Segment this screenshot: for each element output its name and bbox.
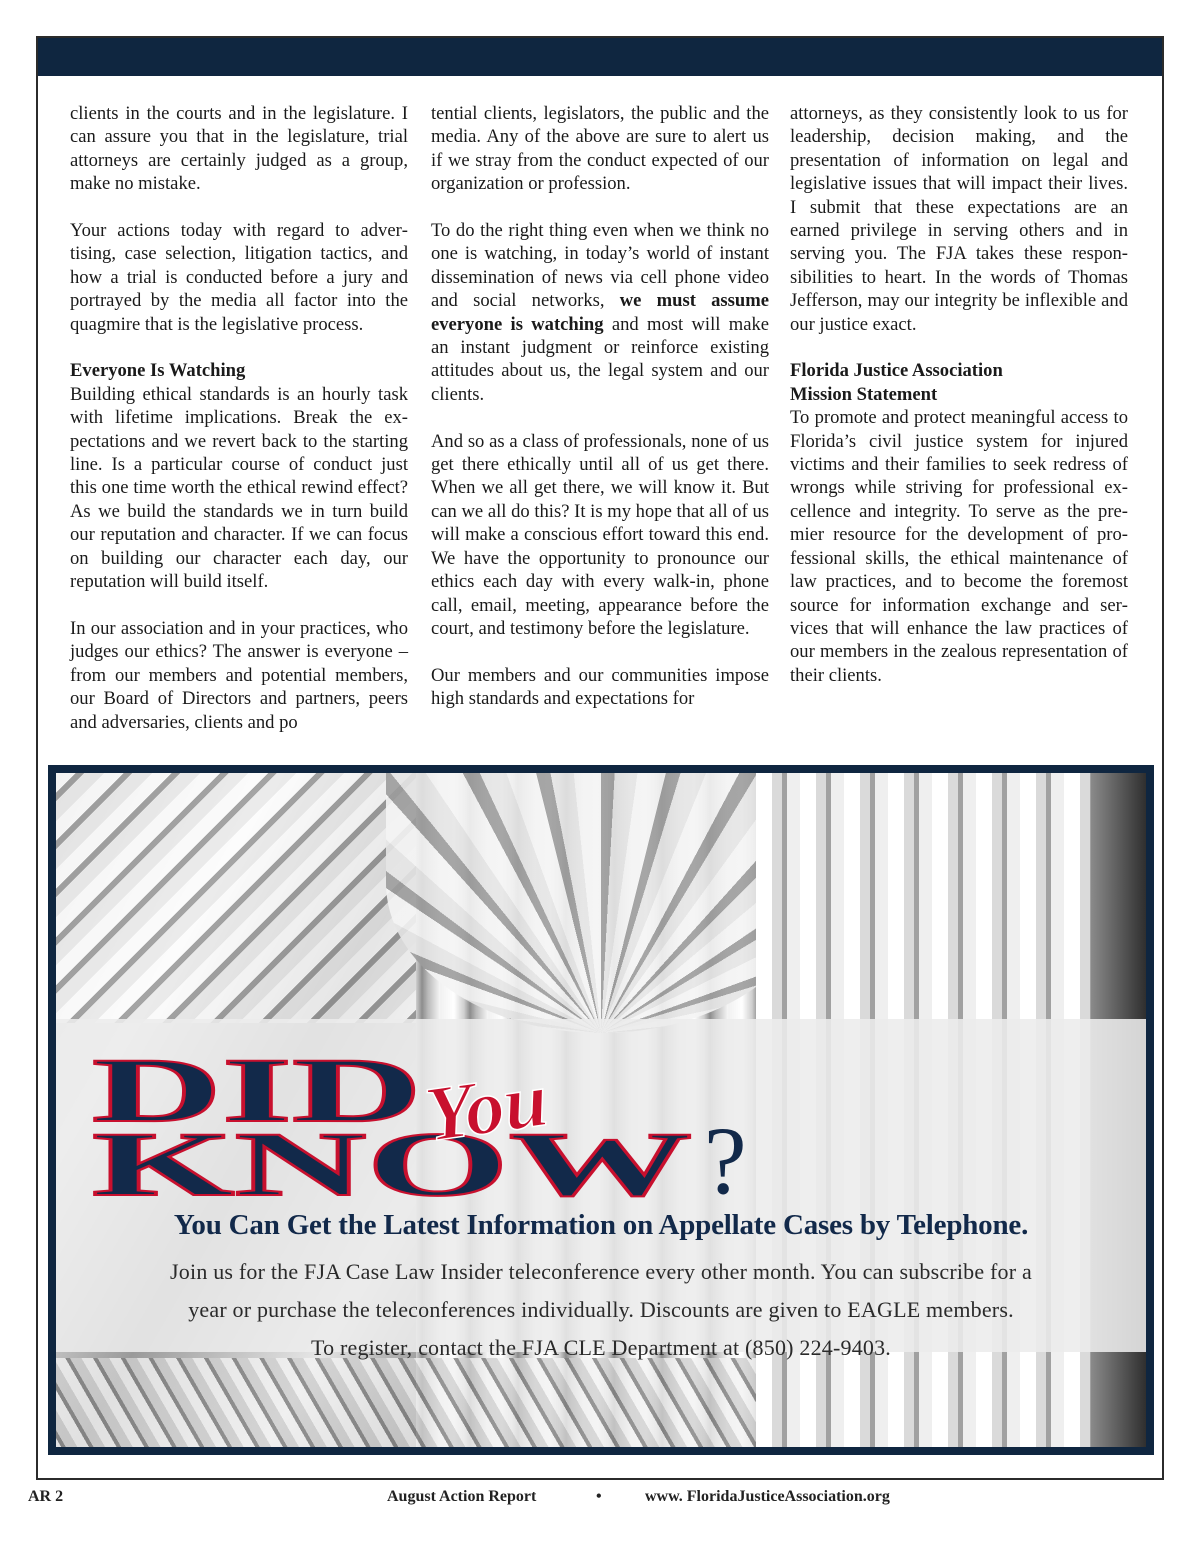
paragraph-text: Building ethical standards is an hourly task with lifetime implications. Break the expectations and we revert back to the starting line. Is a particular course of conduct just this one time worth the ethical rewind effect? As we build the standards we in turn build our reputation and character. If we can focus on building our character each day, our reputation will build itself. (70, 383, 408, 593)
photo-column-capital (386, 773, 816, 1033)
did-you-know-ad (48, 765, 1154, 1455)
mission-statement (790, 359, 1128, 687)
page-frame (36, 36, 1164, 1480)
footer-separator: • (596, 1488, 602, 1505)
photo-lower-ornament (56, 1358, 756, 1447)
did-you-know-logo (92, 1045, 792, 1205)
paragraph: In our association and in your practices, who judges our ethics? The answer is everyone – from our members and potential members, our Board of Directors and partners, peers and adversaries, clients and po (70, 617, 408, 733)
article-column-3 (790, 102, 1128, 687)
section-heading: Everyone Is Watching (70, 360, 246, 382)
section-heading: Florida Justice Association (790, 360, 1003, 382)
logo-question-mark: ? (704, 1107, 747, 1205)
publication-title: August Action Report (387, 1488, 537, 1505)
paragraph-text: To promote and protect meaningful access to Florida’s civil justice system for injured victims and their families to seek redress of wrongs while striving for professional excellence and integrity. To serve as the premier resource for the development of professional skills, the ethical maintenance of law practices, and to become the foremost source for information exchange and services that will enhance the law practices of our members in the zealous representation of their clients. (790, 407, 1128, 686)
logo-you-script: You (420, 1054, 553, 1158)
paragraph-emphasis (431, 219, 769, 406)
paragraph: Your actions today with regard to advertising, case selection, litigation tactics, and how a trial is conducted before a jury and portrayed by the media all factor into the quagmire that is the legislative process. (70, 220, 408, 335)
paragraph-text: and most will make an instant judgment or reinforce existing attitudes about us, the legal system and our clients. (431, 313, 769, 405)
ad-body-line: year or purchase the teleconferences individually. Discounts are given to EAGLE members. (188, 1297, 1014, 1322)
page-footer (0, 1488, 1200, 1512)
section-everyone-watching (70, 359, 408, 593)
page-number: AR 2 (28, 1488, 64, 1505)
website-link[interactable]: www. FloridaJusticeAssociation.org (645, 1488, 890, 1505)
ad-headline: You Can Get the Latest Information on Appellate Cases by Telephone. (173, 1209, 1029, 1241)
paragraph-text: To do the right thing even when we think no one is watching, in today’s world of instant dissemination of news via cell phone video and social networks, (431, 220, 769, 312)
ad-body-line: To register, contact the FJA CLE Department at (850) 224-9403. (310, 1335, 891, 1360)
paragraph: attorneys, as they consistently look to us for leadership, decision making, and the presentation of information on legal and legislative issues that will impact their lives. I submit that these expectations are an earned privilege in serving others and in serving you. The FJA takes these responsibilities to heart. In the words of Thomas Jefferson, may our integrity be inflexible and our justice exact. (790, 103, 1128, 335)
section-subheading: Mission Statement (790, 383, 938, 405)
header-bar (38, 38, 1162, 76)
paragraph: tential clients, legislators, the public and the media. Any of the above are sure to alert us if we stray from the conduct expected of our organization or profession. (431, 103, 769, 195)
logo-know-word: KNOW (92, 1113, 692, 1205)
ad-body-line: Join us for the FJA Case Law Insider teleconference every other month. You can subscribe for a (170, 1259, 1032, 1284)
article-column-1 (70, 102, 408, 734)
photo-dentil-molding (56, 773, 416, 1023)
bold-phrase: we must assume everyone is watching (431, 290, 769, 335)
paragraph: And so as a class of professionals, none of us get there ethically until all of us get there. When we all get there, we will know it. But can we all do this? It is my hope that all of us will make a conscious effort toward this end. We have the opportunity to pronounce our ethics each day with every walk-in, phone call, email, meeting, appearance before the court, and testimony before the legislature. (431, 430, 769, 639)
paragraph: Our members and our communities impose high standards and expectations for (431, 664, 769, 710)
article-column-2 (431, 102, 769, 711)
logo-did-word: DID (92, 1045, 422, 1141)
ad-body (56, 1253, 1146, 1367)
paragraph: clients in the courts and in the legislature. I can assure you that in the legislature, trial attorneys are certainly judged as a group, make no mistake. (70, 103, 408, 195)
column-photo-background (56, 773, 1146, 1447)
